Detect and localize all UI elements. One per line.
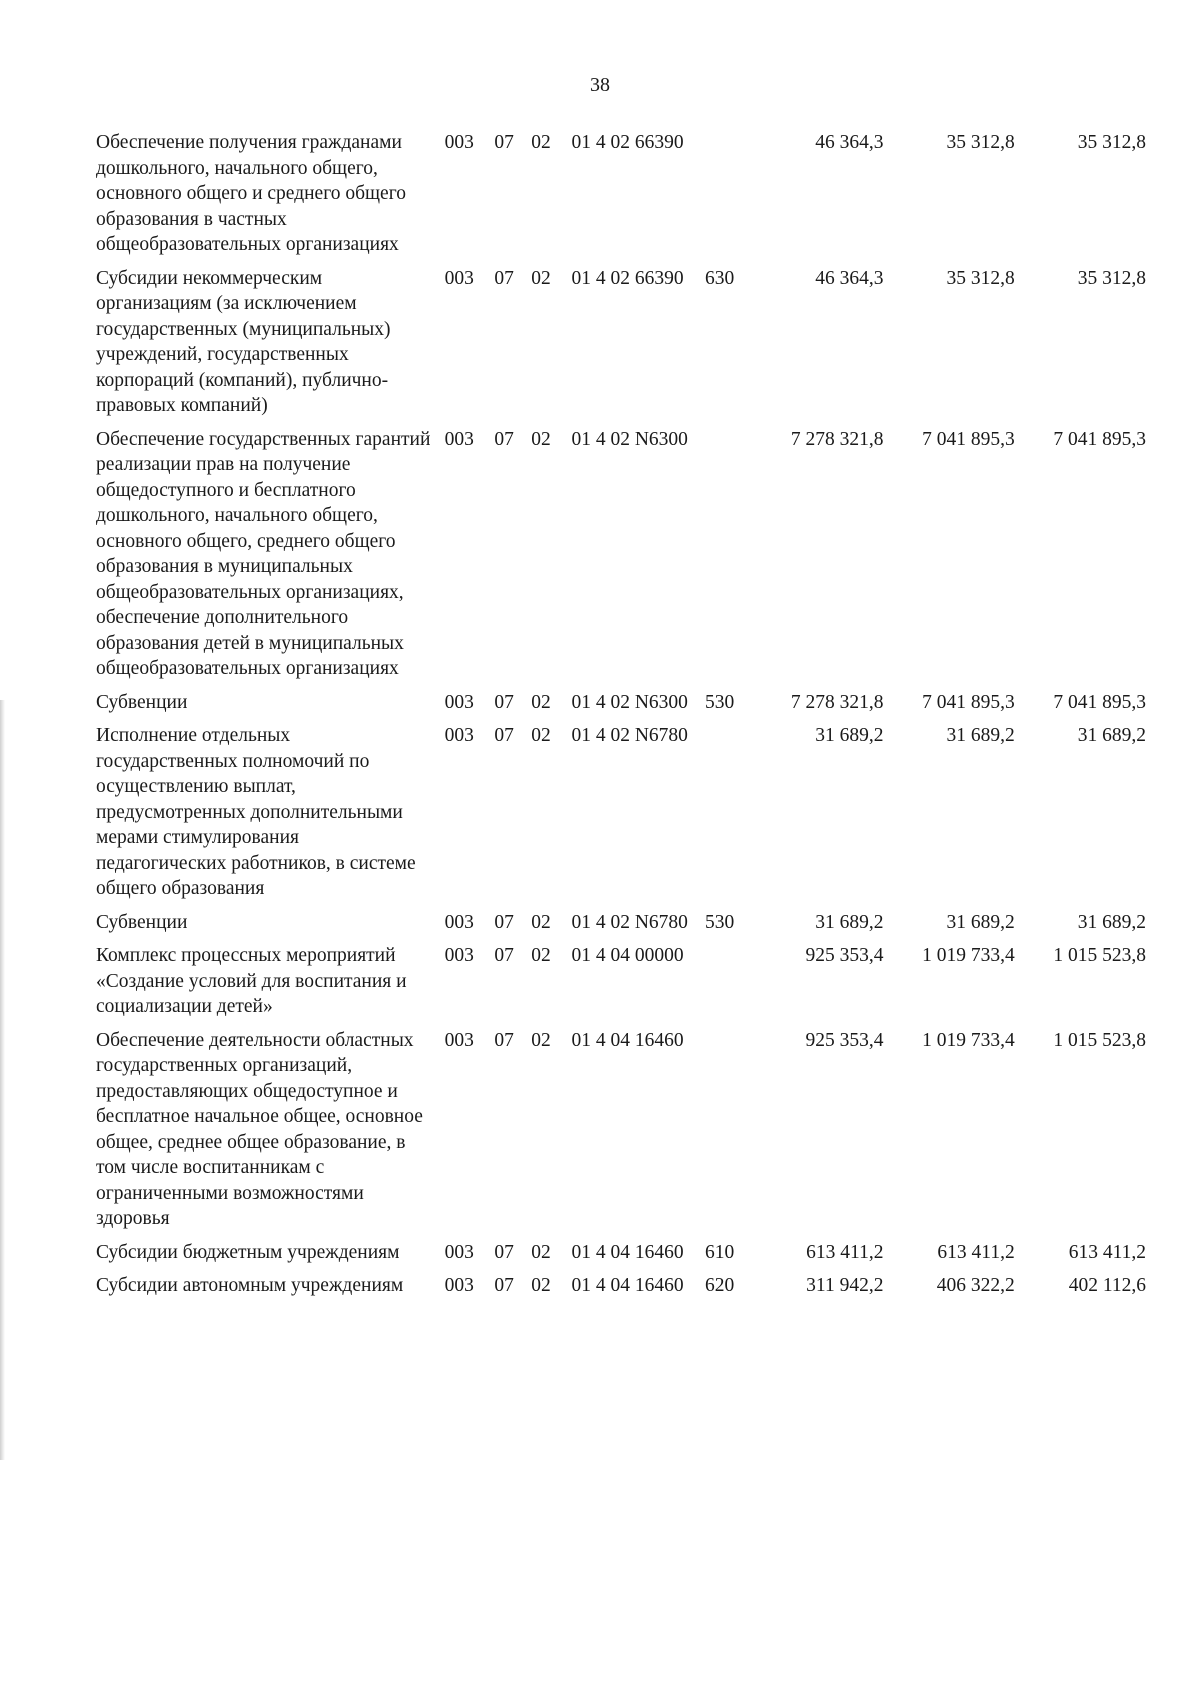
expense-name: Обеспечение получения гражданами дошкольного, начального общего, основного общего и среднего общего образования в частных общеобразовательных организациях: [96, 132, 406, 255]
amount-2026: 1 019 733,4: [922, 945, 1015, 966]
expense-type-code: [705, 130, 752, 266]
table-row: [96, 723, 1146, 910]
amount-2027: 31 689,2: [1077, 911, 1146, 933]
section-code: 07: [494, 132, 514, 153]
section-code: 07: [494, 428, 514, 450]
subsection-code: 02: [531, 1029, 551, 1051]
amount-2027: 35 312,8: [1077, 267, 1146, 289]
amount-2027: 31 689,2: [1077, 725, 1146, 746]
expense-type-code: 620: [705, 1275, 735, 1296]
table-row: [96, 130, 1146, 266]
target-article-code: 01 4 02 N6780: [571, 725, 688, 746]
amount-2026: 7 041 895,3: [922, 428, 1015, 450]
target-article-code: 01 4 04 00000: [571, 945, 684, 966]
expense-name: Субвенции: [96, 691, 188, 713]
expense-name: Субвенции: [96, 911, 188, 933]
section-code: 07: [494, 945, 514, 966]
subsection-code: 02: [531, 911, 551, 933]
ministry-code: 003: [444, 132, 474, 153]
table-row: [96, 910, 1146, 944]
section-code: 07: [494, 725, 514, 746]
expense-type-code: 630: [705, 267, 735, 289]
amount-2026: 35 312,8: [946, 132, 1015, 153]
amount-2027: 613 411,2: [1068, 1241, 1146, 1263]
subsection-code: 02: [531, 1241, 551, 1263]
amount-2025: 925 353,4: [805, 945, 884, 966]
ministry-code: 003: [444, 1275, 474, 1296]
ministry-code: 003: [444, 911, 474, 933]
target-article-code: 01 4 02 N6300: [571, 691, 688, 713]
amount-2025: 7 278 321,8: [790, 691, 884, 713]
expense-type-code: 530: [705, 691, 735, 713]
amount-2025: 46 364,3: [815, 267, 884, 289]
expense-type-code: [705, 943, 752, 1028]
section-code: 07: [494, 1029, 514, 1051]
amount-2025: 31 689,2: [815, 911, 884, 933]
expense-name: Субсидии автономным учреждениям: [96, 1275, 404, 1296]
expense-type-code: 610: [705, 1241, 735, 1263]
table-body: [96, 130, 1146, 1307]
expense-name: Субсидии некоммерческим организациям (за исключением государственных (муниципальных) учреждений, государственных корпораций (компаний), публично-правовых компаний): [96, 267, 391, 416]
amount-2026: 31 689,2: [946, 911, 1015, 933]
ministry-code: 003: [444, 725, 474, 746]
amount-2026: 7 041 895,3: [922, 691, 1015, 713]
target-article-code: 01 4 04 16460: [571, 1029, 684, 1051]
target-article-code: 01 4 04 16460: [571, 1241, 684, 1263]
table-row: [96, 1028, 1146, 1240]
scan-edge-shadow: [0, 700, 5, 1460]
section-code: 07: [494, 1241, 514, 1263]
expense-name: Субсидии бюджетным учреждениям: [96, 1241, 400, 1263]
amount-2025: 31 689,2: [815, 725, 884, 746]
amount-2026: 31 689,2: [946, 725, 1015, 746]
amount-2026: 406 322,2: [936, 1275, 1015, 1296]
amount-2025: 46 364,3: [815, 132, 884, 153]
amount-2027: 1 015 523,8: [1053, 1029, 1146, 1051]
section-code: 07: [494, 691, 514, 713]
target-article-code: 01 4 02 N6780: [571, 911, 688, 933]
ministry-code: 003: [444, 945, 474, 966]
ministry-code: 003: [444, 1029, 474, 1051]
subsection-code: 02: [531, 945, 551, 966]
table-row: [96, 1273, 1146, 1307]
amount-2026: 613 411,2: [937, 1241, 1015, 1263]
target-article-code: 01 4 02 66390: [571, 267, 684, 289]
section-code: 07: [494, 911, 514, 933]
ministry-code: 003: [444, 691, 474, 713]
amount-2025: 613 411,2: [806, 1241, 884, 1263]
amount-2027: 402 112,6: [1068, 1275, 1146, 1296]
target-article-code: 01 4 04 16460: [571, 1275, 684, 1296]
budget-table: [96, 130, 1146, 1307]
page-number: 38: [590, 74, 610, 96]
target-article-code: 01 4 02 N6300: [571, 428, 688, 450]
ministry-code: 003: [444, 267, 474, 289]
amount-2027: 7 041 895,3: [1053, 428, 1146, 450]
amount-2025: 311 942,2: [806, 1275, 884, 1296]
table-row: [96, 690, 1146, 724]
table-row: [96, 943, 1146, 1028]
ministry-code: 003: [444, 1241, 474, 1263]
table-row: [96, 1240, 1146, 1274]
amount-2025: 925 353,4: [805, 1029, 884, 1051]
amount-2026: 1 019 733,4: [922, 1029, 1015, 1051]
amount-2026: 35 312,8: [946, 267, 1015, 289]
expense-type-code: 530: [705, 911, 735, 933]
amount-2027: 7 041 895,3: [1053, 691, 1146, 713]
amount-2027: 1 015 523,8: [1053, 945, 1146, 966]
expense-name: Комплекс процессных мероприятий «Создание условий для воспитания и социализации детей»: [96, 945, 407, 1017]
subsection-code: 02: [531, 132, 551, 153]
subsection-code: 02: [531, 1275, 551, 1296]
target-article-code: 01 4 02 66390: [571, 132, 684, 153]
expense-name: Исполнение отдельных государственных полномочий по осуществлению выплат, предусмотренных дополнительными мерами стимулирования педагогических работников, в системе общего образования: [96, 725, 416, 899]
section-code: 07: [494, 1275, 514, 1296]
table-row: [96, 427, 1146, 690]
section-code: 07: [494, 267, 514, 289]
expense-name: Обеспечение деятельности областных государственных организаций, предоставляющих общедоступное и бесплатное начальное общее, основное общее, среднее общее образование, в том числе воспитанникам с ограниченными возможностями здоровья: [96, 1029, 423, 1229]
ministry-code: 003: [444, 428, 474, 450]
subsection-code: 02: [531, 267, 551, 289]
table-row: [96, 266, 1146, 427]
amount-2027: 35 312,8: [1077, 132, 1146, 153]
expense-name: Обеспечение государственных гарантий реализации прав на получение общедоступного и бесплатного дошкольного, начального общего, основного общего, среднего общего образования в муниципальных общеобразовательных организациях, обеспечение дополнительного образования детей в муниципальных общеобразовательных организациях: [96, 428, 431, 679]
subsection-code: 02: [531, 725, 551, 746]
expense-type-code: [705, 723, 752, 910]
subsection-code: 02: [531, 691, 551, 713]
subsection-code: 02: [531, 428, 551, 450]
amount-2025: 7 278 321,8: [790, 428, 884, 450]
expense-type-code: [705, 427, 752, 690]
expense-type-code: [705, 1028, 752, 1240]
